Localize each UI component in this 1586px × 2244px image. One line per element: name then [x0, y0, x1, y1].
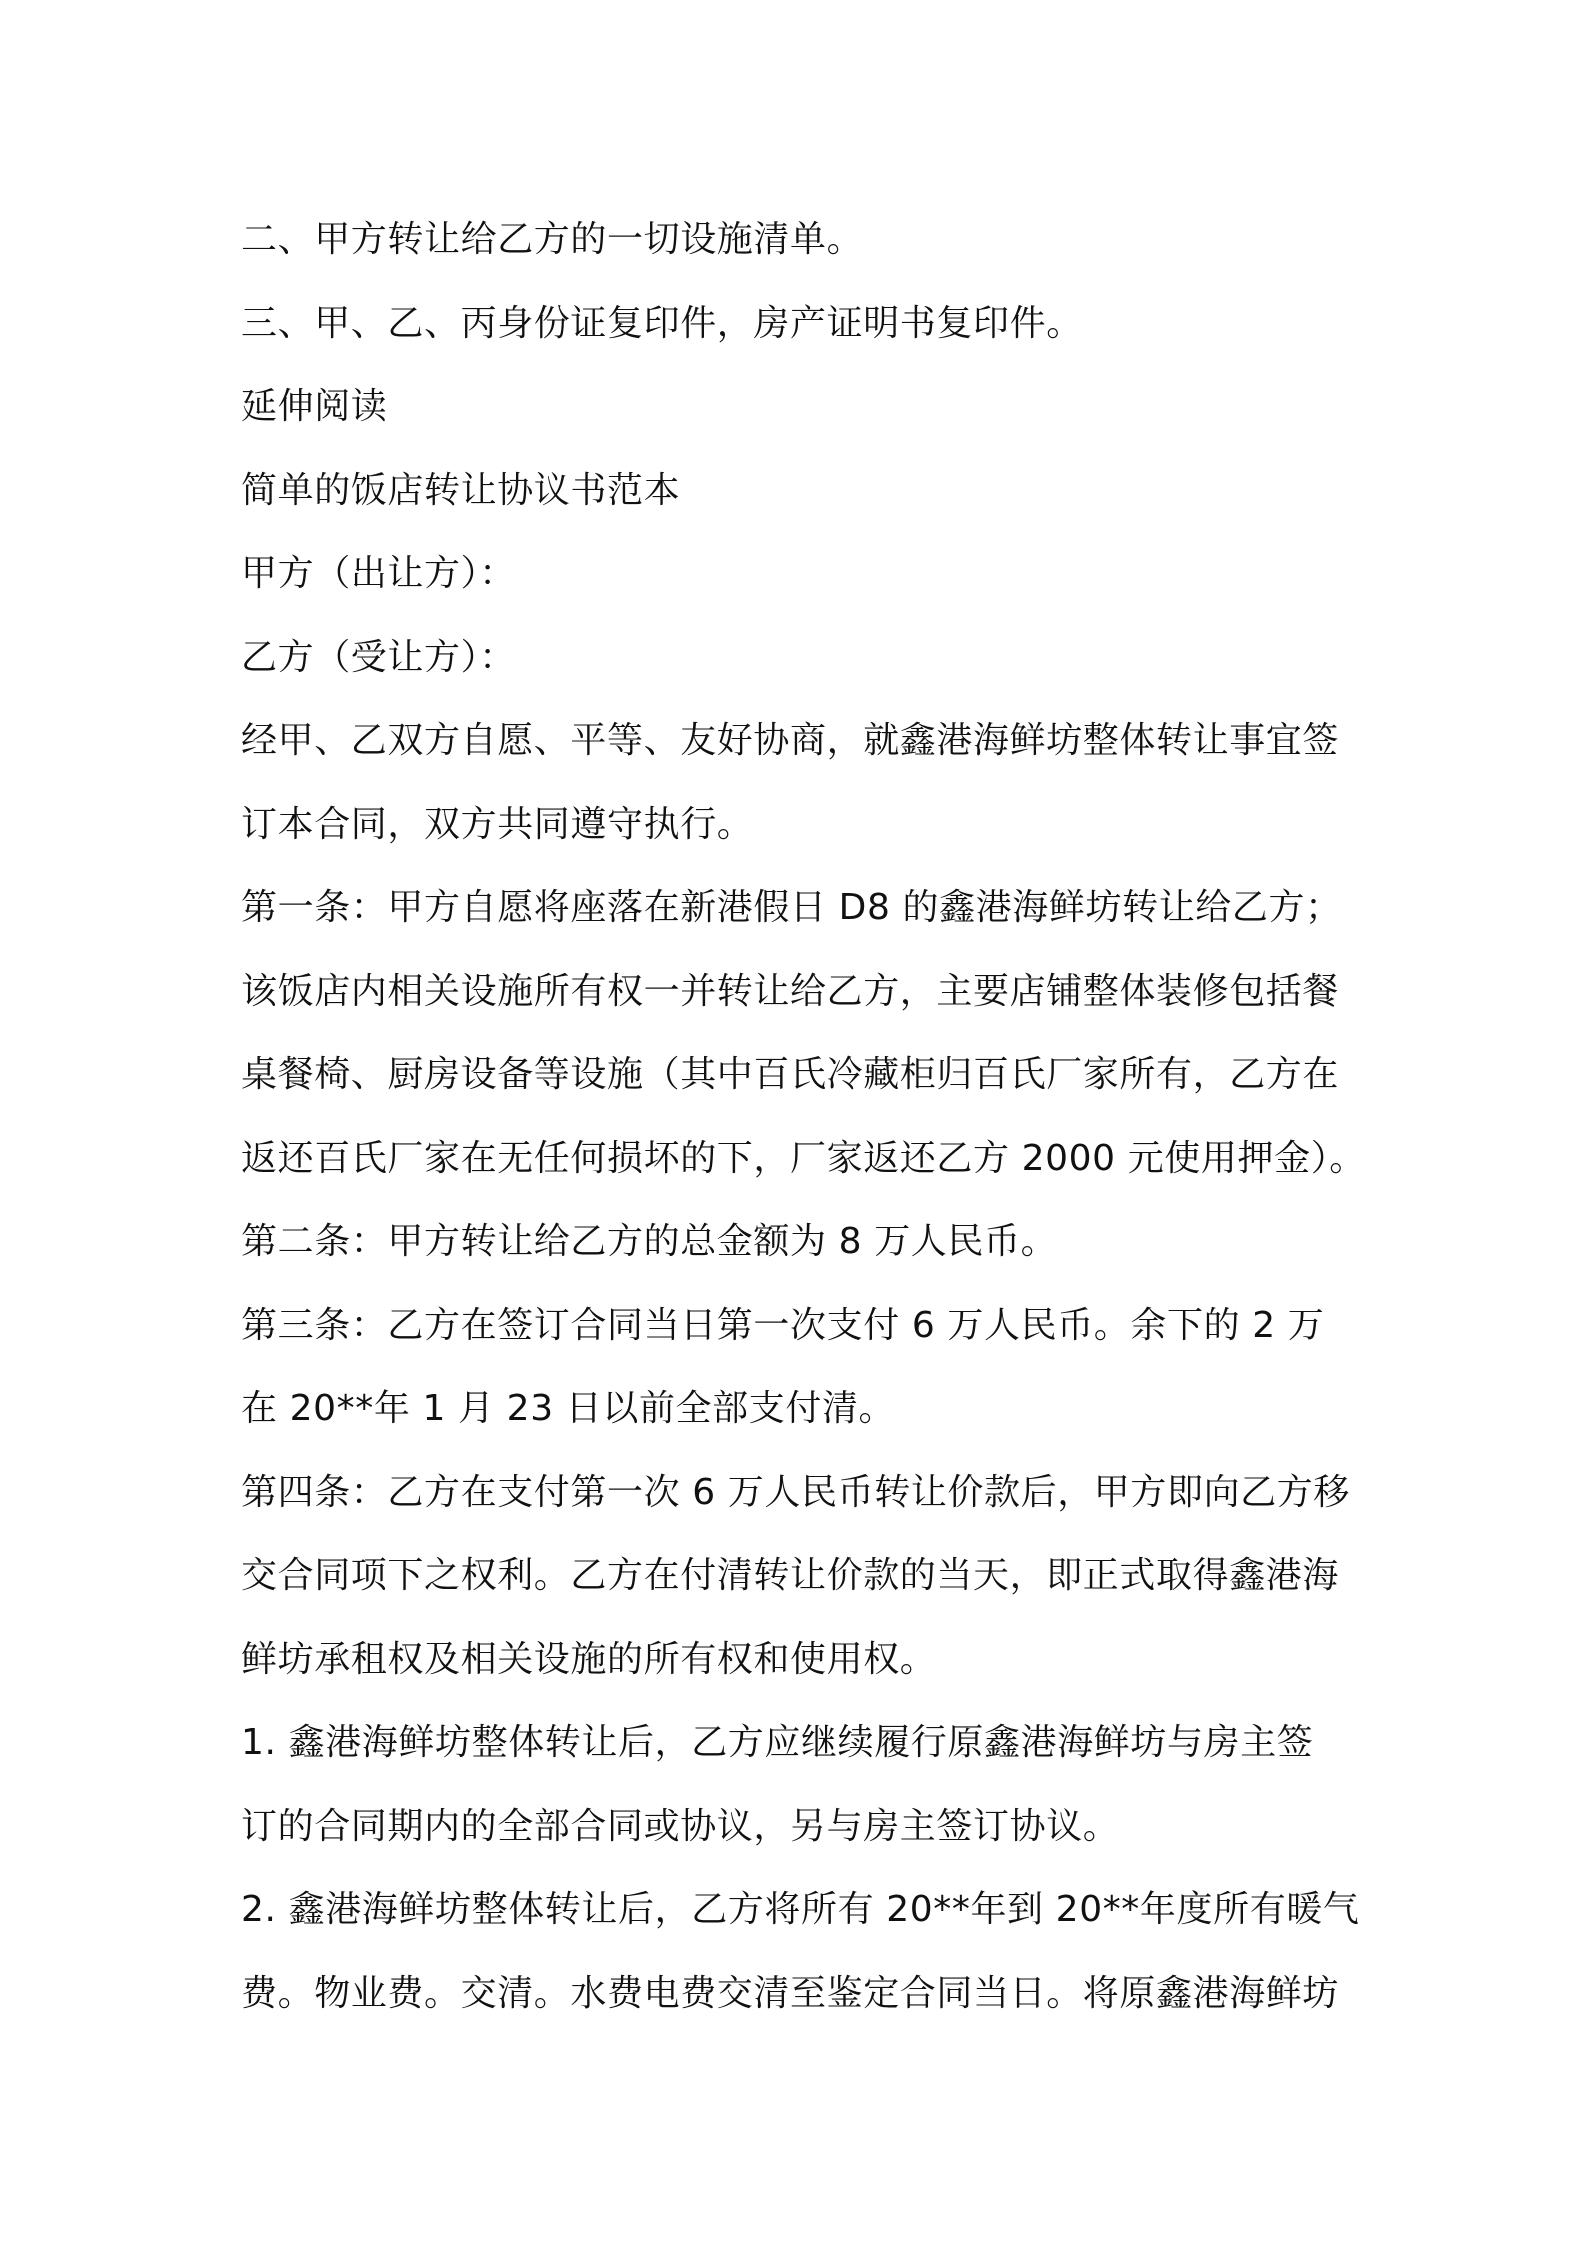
article-1-line-2: 该饭店内相关设施所有权一并转让给乙方，主要店铺整体装修包括餐 — [241, 970, 1340, 1012]
article-1-line-4: 返还百氏厂家在无任何损坏的下，厂家返还乙方 2000 元使用押金）。 — [241, 1137, 1366, 1179]
document-body — [241, 198, 1366, 2035]
article-3-line-1: 第三条：乙方在签订合同当日第一次支付 6 万人民币。余下的 2 万 — [241, 1304, 1325, 1346]
clause-1-line-2: 订的合同期内的全部合同或协议，另与房主签订协议。 — [241, 1805, 1120, 1847]
list-item-facilities: 二、甲方转让给乙方的一切设施清单。 — [241, 219, 864, 260]
article-1-line-1: 第一条：甲方自愿将座落在新港假日 D8 的鑫港海鲜坊转让给乙方； — [241, 887, 1342, 928]
clause-2-line-2: 费。物业费。交清。水费电费交清至鉴定合同当日。将原鑫港海鲜坊 — [241, 1972, 1340, 2014]
article-4-line-3: 鲜坊承租权及相关设施的所有权和使用权。 — [241, 1638, 937, 1680]
article-4-line-2: 交合同项下之权利。乙方在付清转让价款的当天，即正式取得鑫港海 — [241, 1555, 1340, 1596]
article-4-line-1: 第四条：乙方在支付第一次 6 万人民币转让价款后，甲方即向乙方移 — [241, 1471, 1350, 1513]
section-heading-extended-reading: 延伸阅读 — [241, 386, 388, 427]
preamble-line-1: 经甲、乙双方自愿、平等、友好协商，就鑫港海鲜坊整体转让事宜签 — [241, 720, 1340, 761]
article-3-line-2: 在 20**年 1 月 23 日以前全部支付清。 — [241, 1388, 896, 1429]
article-1-line-3: 桌餐椅、厨房设备等设施（其中百氏冷藏柜归百氏厂家所有，乙方在 — [241, 1054, 1340, 1095]
party-b-label: 乙方（受让方）： — [241, 636, 516, 678]
party-a-label: 甲方（出让方）： — [241, 553, 516, 594]
preamble-line-2: 订本合同，双方共同遵守执行。 — [241, 803, 754, 845]
article-2: 第二条：甲方转让给乙方的总金额为 8 万人民币。 — [241, 1221, 1058, 1262]
list-item-id-copies: 三、甲、乙、丙身份证复印件，房产证明书复印件。 — [241, 302, 1083, 344]
document-title: 简单的饭店转让协议书范本 — [241, 469, 681, 511]
clause-2-line-1: 2. 鑫港海鲜坊整体转让后，乙方将所有 20**年到 20**年度所有暖气 — [241, 1889, 1360, 1930]
clause-1-line-1: 1. 鑫港海鲜坊整体转让后，乙方应继续履行原鑫港海鲜坊与房主签 — [241, 1722, 1314, 1763]
